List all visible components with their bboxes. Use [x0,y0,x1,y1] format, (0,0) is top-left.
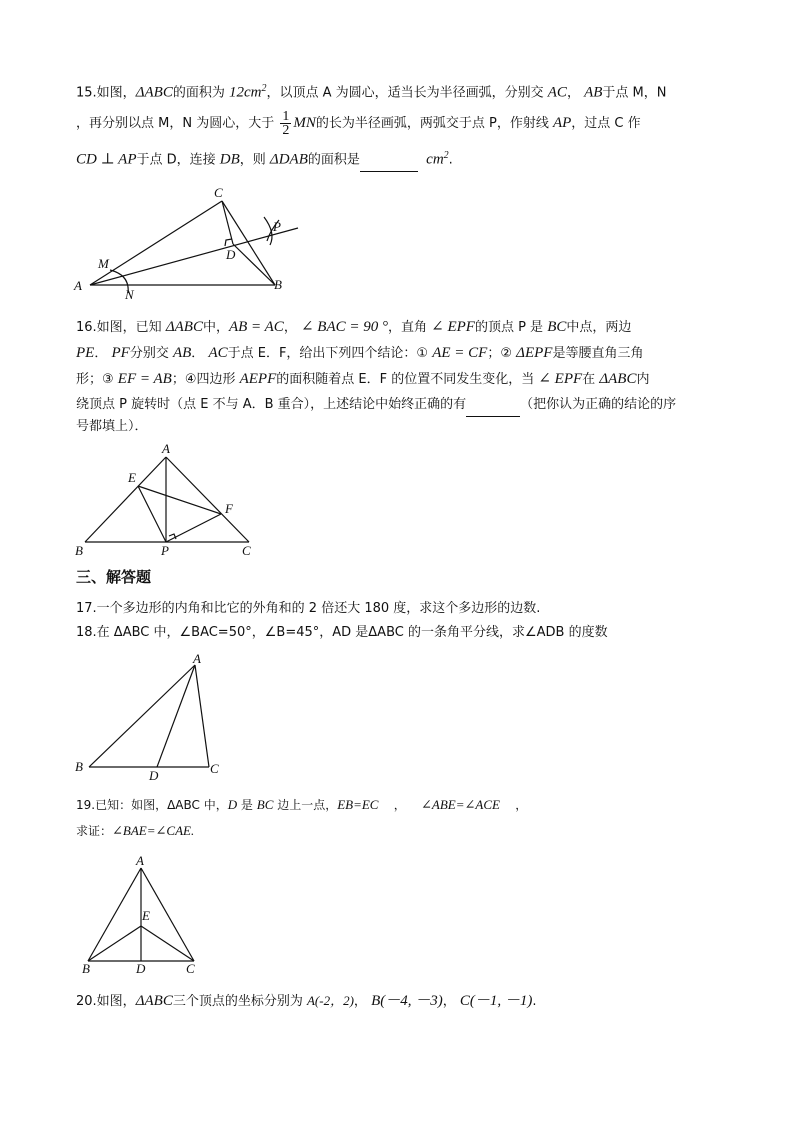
label-e: E [128,470,136,485]
q19-text: 19.已知：如图，ΔABC 中， [76,798,228,812]
q16-text: 的顶点 P 是 [474,320,548,335]
q15-math: AC [547,84,567,101]
q15-line-3 [76,147,453,172]
q16-text: ；④四边形 [171,372,240,387]
q15-math: ΔABC [135,84,173,101]
q16-math: BC [547,319,567,335]
q19-text: ， [515,798,528,812]
q16-text: 内 [636,372,650,387]
label-b: B [75,759,83,774]
q16-text: ． [94,346,108,361]
q20-math: C(－1, －1) [459,993,533,1009]
q15-figure [74,183,306,303]
q15-math: CD ⊥ AP [76,151,137,168]
segment-pf [166,514,221,542]
q20-line [76,992,537,1011]
label-b: B [274,277,282,292]
q16-math: AB [172,345,192,361]
label-c: C [214,185,223,200]
q16-text: 于点 E．F，给出下列四个结论：① [227,346,433,361]
segment-be [88,926,141,961]
side-ac [195,665,209,767]
q16-math: ΔEPF [516,345,553,361]
q15-math: AP [552,115,572,131]
q20-math: B(－4, －3) [371,993,443,1009]
q19-text: 边上一点， [273,798,338,812]
label-a: A [162,441,170,456]
side-ac [90,201,222,285]
label-c: C [242,543,251,558]
q16-text: ；② [487,346,517,361]
q16-text: 中点，两边 [566,320,632,335]
fraction-numerator: 1 [282,109,290,124]
label-d: D [136,961,146,976]
q16-text: 16.如图，已知 [76,320,166,335]
q16-text: 在 [582,372,600,387]
label-p: P [273,219,281,234]
q16-math: ΔABC [165,319,203,335]
q20-text: ， [442,994,456,1009]
side-ab [85,457,166,542]
q19-text: 是 [237,798,257,812]
label-b: B [82,961,90,976]
side-ab [89,665,195,767]
side-ab [88,868,141,961]
q15-answer-blank[interactable] [360,153,418,172]
q16-text: 分别交 [129,346,173,361]
q20-math: A(-2，2) [306,993,354,1008]
label-d: D [226,247,236,262]
q19-math: D [227,797,238,812]
q17-text: 17.一个多边形的内角和比它的外角和的 2 倍还大 180 度，求这个多边形的边数. [76,601,541,616]
label-c: C [186,961,195,976]
q16-line-5 [76,418,148,436]
label-b: B [75,543,83,558]
q16-text: 形；③ [76,372,118,387]
q16-text: ． [191,346,205,361]
q19-text: ， [393,798,406,812]
q20-text: 20.如图， [76,994,136,1009]
q15-line-2 [76,110,641,137]
q15-math: AB [584,84,603,101]
q19-math: ∠BAE=∠CAE. [112,823,195,838]
q16-answer-blank[interactable] [466,398,520,417]
q15-math-exp: 2 [261,83,267,94]
q16-text: 绕顶点 P 旋转时（点 E 不与 A．B 重合），上述结论中始终正确的有 [76,397,467,412]
segment-ce [141,926,194,961]
label-c: C [210,761,219,776]
label-p: P [161,543,169,558]
q16-math: ∠ BAC = 90 ° [300,319,388,335]
q15-text: ，过点 C 作 [571,116,641,131]
q15-math: DB [219,151,240,168]
q15-text: ，再分别以点 M，N 为圆心，大于 [76,116,279,131]
q15-text: 的面积是 [307,152,360,168]
q20-text: . [532,994,537,1009]
q15-fraction [280,110,291,137]
section-heading: 三、解答题 [76,568,152,586]
q20-text: 三个顶点的坐标分别为 [172,994,307,1009]
q15-text: 于点 M，N [602,85,667,101]
q16-math: PE [76,345,95,361]
q15-text: 的面积为 [172,85,229,101]
q16-text: （把你认为正确的结论的序 [520,397,677,412]
q16-text: ， [283,320,297,335]
q15-math-exp: 2 [443,150,449,161]
q16-text: ，直角 [388,320,432,335]
q15-math: 12cm [228,84,262,101]
q16-math: AB = AC [228,319,284,335]
q20-text: ， [353,994,367,1009]
q16-math: AC [208,345,228,361]
segment-db [233,244,275,285]
q19-figure [74,852,204,980]
q19-line-1 [76,796,527,814]
q16-line-4 [76,396,676,417]
q19-line-2 [76,822,194,840]
side-cb [222,201,275,285]
q16-math: ∠ EPF [538,371,583,387]
fraction-denominator: 2 [282,123,290,138]
q15-text: . [448,152,453,168]
q19-math: BC [256,797,274,812]
q15-line-1 [76,80,667,102]
q16-math: ΔABC [599,371,637,387]
q16-figure [74,442,270,560]
q19-text: 求证： [76,824,113,838]
q19-math: EB=EC [337,797,379,812]
q16-line-1 [76,318,631,337]
q19-math: ∠ABE=∠ACE [421,797,500,812]
q16-math: ∠ EPF [431,319,475,335]
q16-line-3 [76,370,649,389]
q16-line-2 [76,344,643,363]
q16-math: AE = CF [432,345,488,361]
label-d: D [149,768,159,783]
q20-math: ΔABC [135,993,173,1009]
segment-cd [222,201,233,244]
q16-math: EF = AB [117,371,172,387]
label-m: M [98,256,109,271]
q15-text: 的长为半径画弧，两弧交于点 P，作射线 [315,116,553,131]
label-a: A [193,651,201,666]
q16-math: AEPF [239,371,277,387]
q16-math: PF [111,345,130,361]
q15-text: ，则 [239,152,270,168]
q15-text: 15.如图， [76,85,136,101]
q15-math: ΔDAB [269,151,308,168]
label-f: F [225,501,233,516]
q15-math: MN [293,115,316,131]
q16-text: 的面积随着点 E．F 的位置不同发生变化，当 [276,372,539,387]
q16-text: 号都填上）． [76,419,148,434]
q18-text: 18.在 ΔABC 中，∠BAC=50°，∠B=45°，AD 是ΔABC 的一条角平分线，求∠ADB 的度数 [76,625,608,640]
q16-text: 是等腰直角三角 [552,346,644,361]
q15-text: ，以顶点 A 为圆心，适当长为半径画弧，分别交 [266,85,548,101]
label-a: A [74,278,82,293]
q16-text: 中， [202,320,229,335]
q18-figure [74,650,224,782]
q15-text: 于点 D，连接 [136,152,220,168]
right-angle-mark [225,239,232,246]
label-a: A [136,853,144,868]
label-n: N [125,287,134,302]
bisector-ad [157,665,195,767]
q15-text: ， [566,85,580,101]
q15-math: cm [426,151,444,168]
label-e: E [142,908,150,923]
